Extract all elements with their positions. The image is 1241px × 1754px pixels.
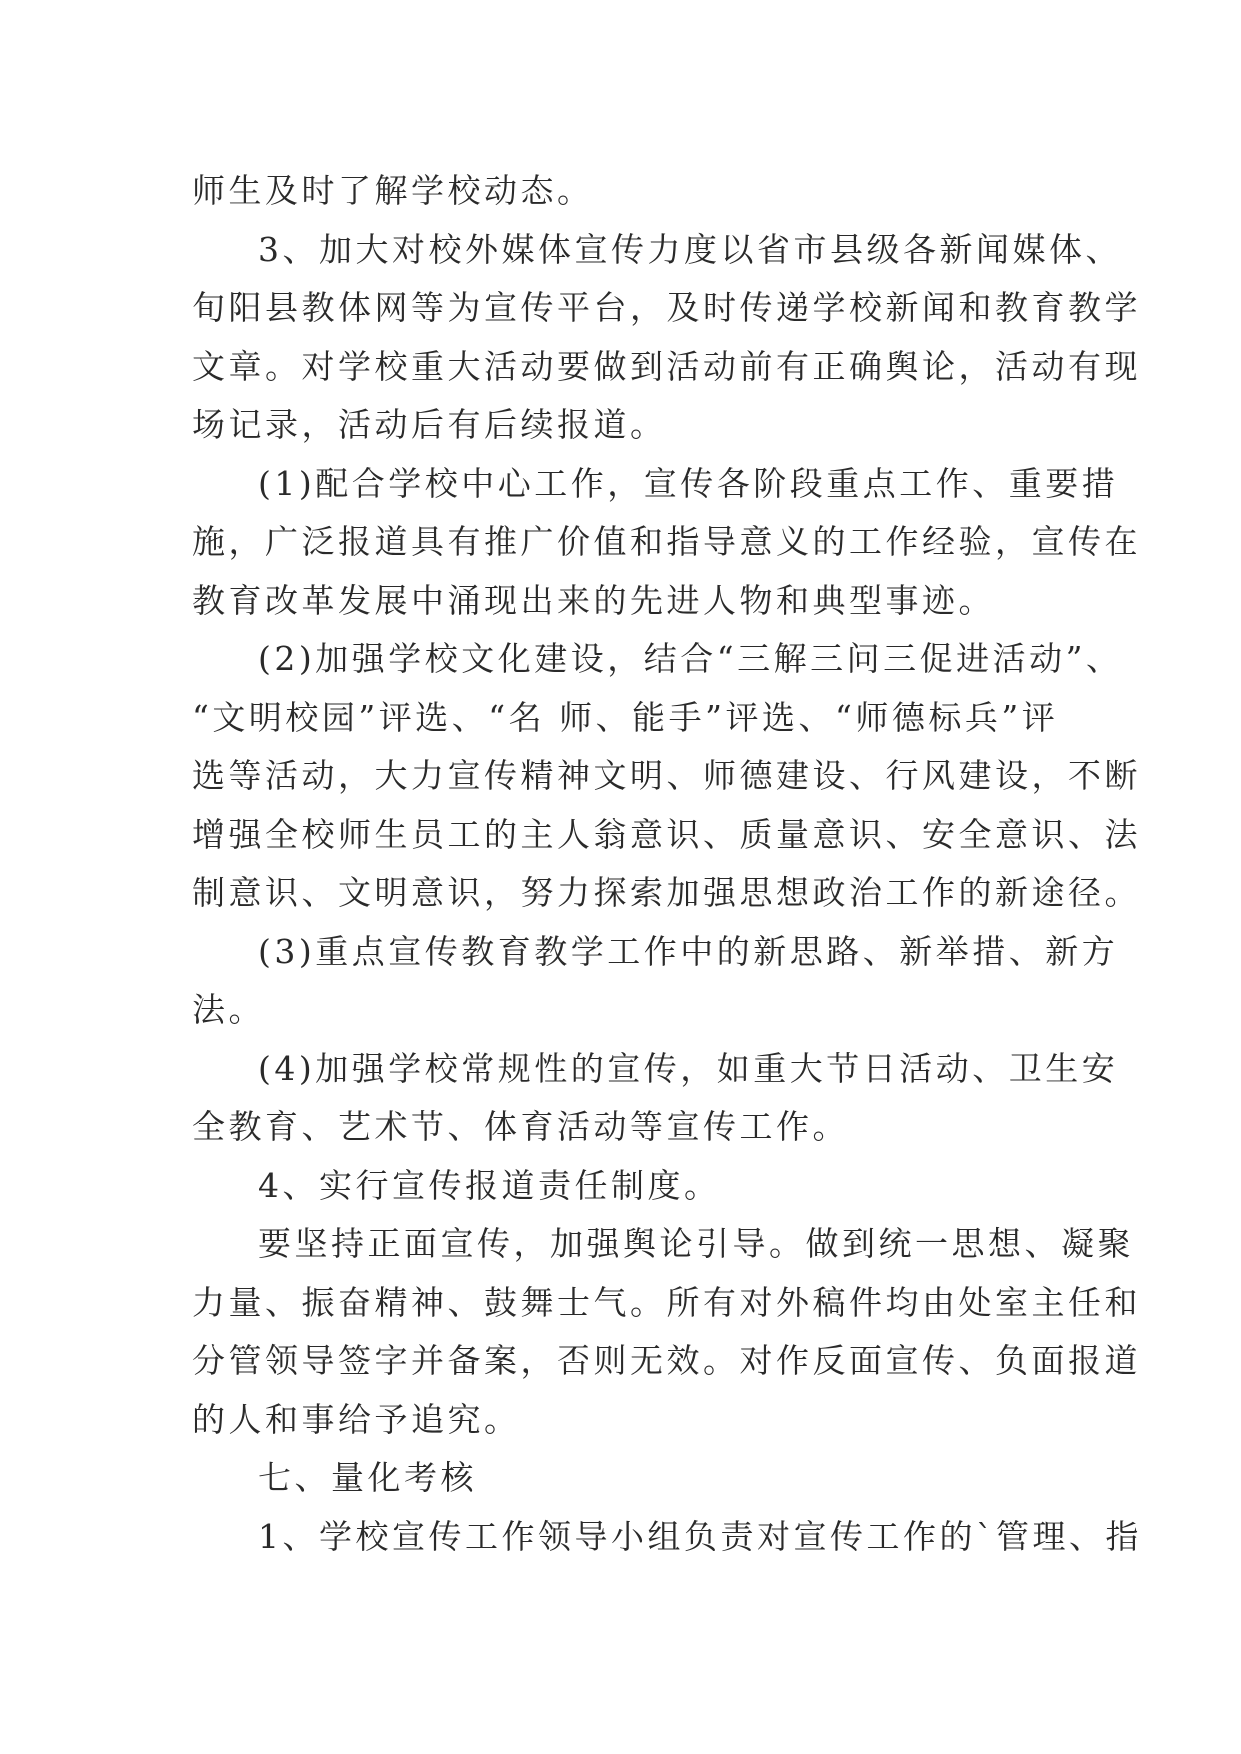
- text-line: 3、加大对校外媒体宣传力度以省市县级各新闻媒体、: [258, 229, 1122, 269]
- text-line: 文章。对学校重大活动要做到活动前有正确舆论，活动有现: [192, 346, 1141, 386]
- text-line: 力量、振奋精神、鼓舞士气。所有对外稿件均由处室主任和: [192, 1282, 1141, 1322]
- text-line: (2)加强学校文化建设，结合“三解三问三促进活动”、: [258, 639, 1123, 678]
- text-line: 的人和事给予追究。: [192, 1399, 521, 1439]
- text-line: 全教育、艺术节、体育活动等宣传工作。: [192, 1107, 849, 1146]
- text-line: 分管领导签字并备案，否则无效。对作反面宣传、负面报道: [192, 1341, 1141, 1380]
- text-line: 法。: [192, 990, 265, 1029]
- text-line: 制意识、文明意识，努力探索加强思想政治工作的新途径。: [192, 873, 1141, 912]
- text-line: (1)配合学校中心工作，宣传各阶段重点工作、重要措: [258, 463, 1119, 503]
- text-line: 教育改革发展中涌现出来的先进人物和典型事迹。: [192, 580, 995, 620]
- text-line: 要坚持正面宣传，加强舆论引导。做到统一思想、凝聚: [258, 1224, 1134, 1263]
- text-line: (4)加强学校常规性的宣传，如重大节日活动、卫生安: [258, 1048, 1119, 1088]
- text-line: 旬阳县教体网等为宣传平台，及时传递学校新闻和教育教学: [192, 288, 1141, 327]
- text-line: 场记录，活动后有后续报道。: [192, 405, 667, 444]
- text-line: 4、实行宣传报道责任制度。: [258, 1165, 721, 1205]
- section-heading: 七、量化考核: [258, 1458, 477, 1497]
- text-line: 师生及时了解学校动态。: [192, 171, 594, 210]
- text-line: 1、学校宣传工作领导小组负责对宣传工作的`管理、指: [258, 1516, 1142, 1556]
- text-line: 施，广泛报道具有推广价值和指导意义的工作经验，宣传在: [192, 522, 1141, 561]
- text-line: (3)重点宣传教育教学工作中的新思路、新举措、新方: [258, 931, 1119, 971]
- text-line: 选等活动，大力宣传精神文明、师德建设、行风建设，不断: [192, 756, 1141, 795]
- document-body: [192, 162, 1142, 1566]
- text-line: 增强全校师生员工的主人翁意识、质量意识、安全意识、法: [192, 814, 1141, 854]
- text-line: “文明校园”评选、“名 师、能手”评选、“师德标兵”评: [192, 697, 1059, 737]
